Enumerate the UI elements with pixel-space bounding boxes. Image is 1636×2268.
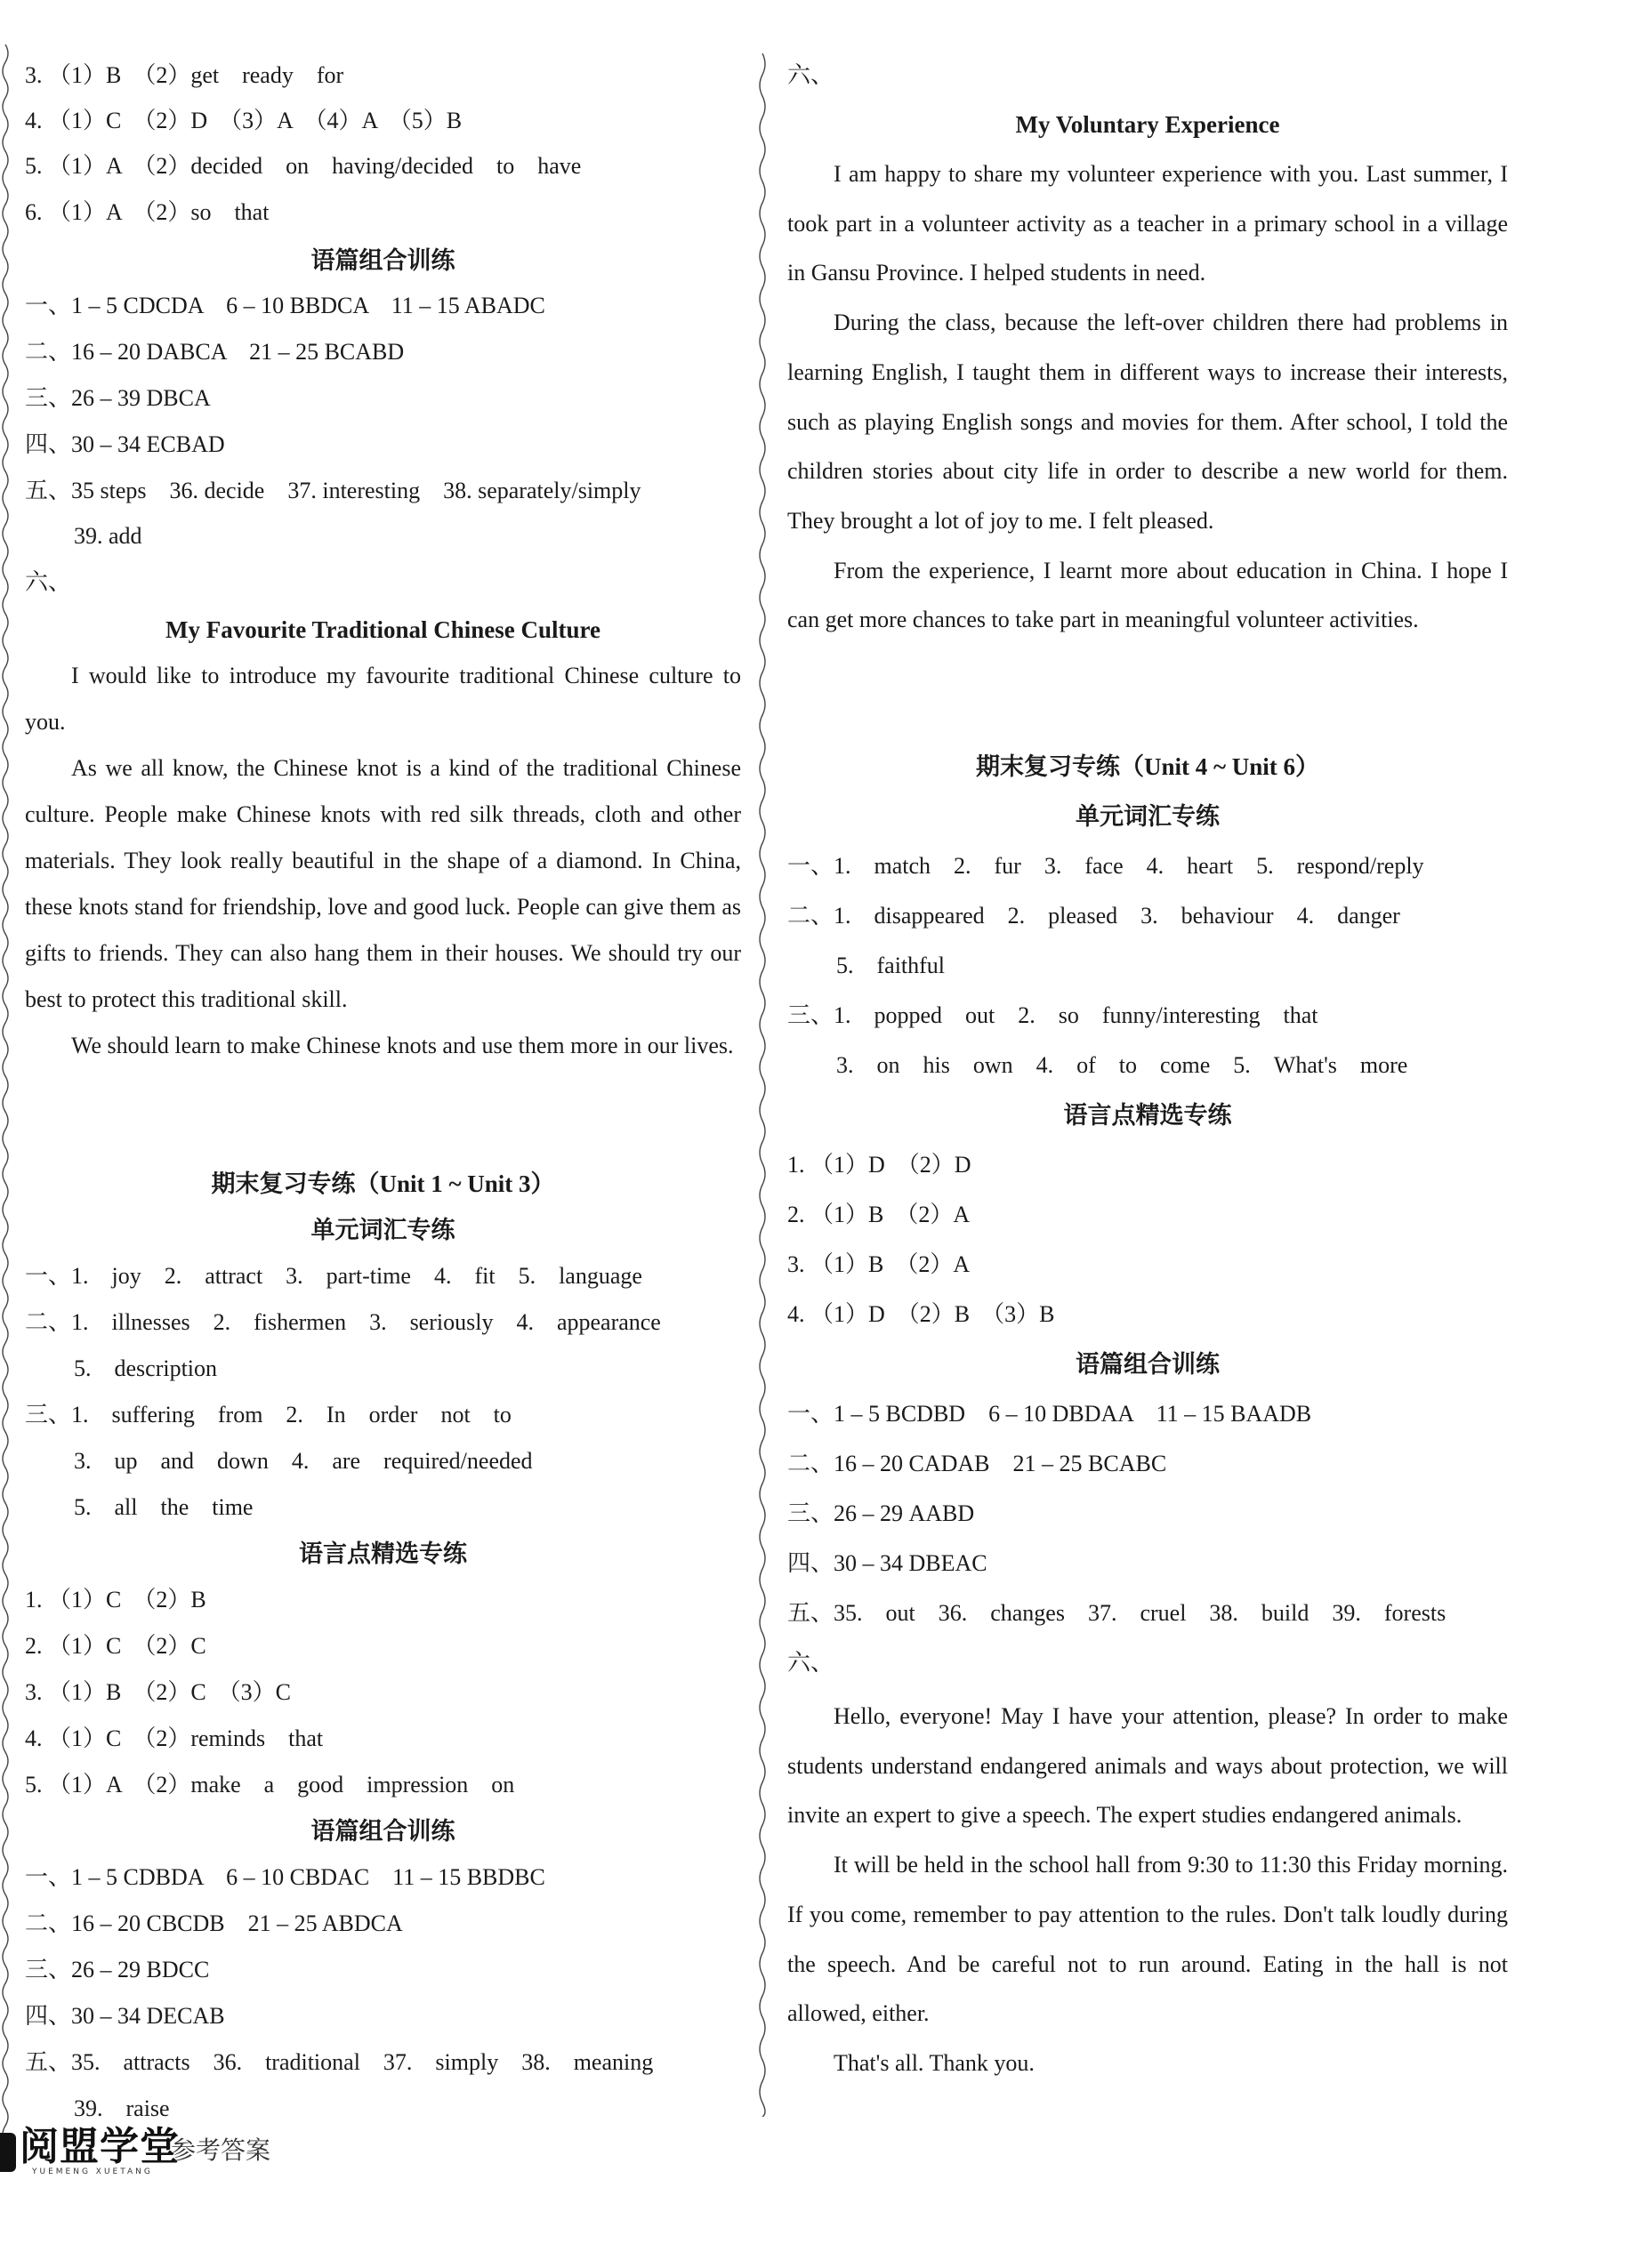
answer-line: 4. （1）C （2）reminds that bbox=[25, 1725, 324, 1751]
essay-title: My Favourite Traditional Chinese Culture bbox=[165, 616, 600, 643]
speech-paragraph: It will be held in the school hall from 9:30 to 11:30 this Friday morning. If you come, remember to pay attention to the rules. Don't talk loudly during the speech. And be careful not to run around. Eating in the hall is not allowed, either. bbox=[787, 1852, 1508, 2027]
answer-line: 一、1. match 2. fur 3. face 4. heart 5. respond/reply bbox=[787, 853, 1424, 879]
section-number: 六、 bbox=[25, 569, 72, 595]
answer-line: 5. faithful bbox=[836, 953, 946, 978]
essay-title: My Voluntary Experience bbox=[1015, 111, 1280, 138]
answer-line: 39. add bbox=[74, 523, 142, 549]
answer-line: 一、1 – 5 BCDBD 6 – 10 DBDAA 11 – 15 BAADB bbox=[787, 1401, 1312, 1427]
review-heading: 期末复习专练（Unit 1 ~ Unit 3） bbox=[211, 1170, 555, 1197]
answer-line: 三、1. suffering from 2. In order not to bbox=[25, 1402, 512, 1428]
answer-line: 5. description bbox=[74, 1355, 218, 1381]
answer-line: 二、1. disappeared 2. pleased 3. behaviour 4. danger bbox=[787, 903, 1400, 929]
column-divider bbox=[754, 53, 770, 2117]
speech-paragraph: That's all. Thank you. bbox=[834, 2049, 1035, 2076]
essay-paragraph: I would like to introduce my favourite traditional Chinese culture to you. bbox=[25, 663, 741, 735]
section-number: 六、 bbox=[787, 1650, 834, 1676]
left-wavy-border bbox=[0, 44, 11, 2161]
answer-line: 二、16 – 20 CADAB 21 – 25 BCABC bbox=[787, 1451, 1167, 1476]
essay-paragraph: I am happy to share my volunteer experience with you. Last summer, I took part in a volunteer activity as a teacher in a primary school in a village in Gansu Province. I helped students in need. bbox=[787, 161, 1508, 286]
section-heading: 单元词汇专练 bbox=[310, 1217, 455, 1243]
answer-line: 二、16 – 20 CBCDB 21 – 25 ABDCA bbox=[25, 1910, 403, 1936]
essay-body bbox=[25, 653, 741, 1069]
answer-line: 五、35 steps 36. decide 37. interesting 38. separately/simply bbox=[25, 478, 641, 503]
answer-line: 5. all the time bbox=[74, 1494, 254, 1520]
answer-line: 三、26 – 29 AABD bbox=[787, 1500, 975, 1526]
section-heading: 单元词汇专练 bbox=[1076, 803, 1220, 830]
answer-line: 4. （1）D （2）B （3）B bbox=[787, 1301, 1055, 1327]
answer-line: 6. （1）A （2）so that bbox=[25, 199, 270, 225]
essay-body bbox=[787, 149, 1508, 645]
answer-line: 一、1 – 5 CDBDA 6 – 10 CBDAC 11 – 15 BBDBC bbox=[25, 1864, 545, 1890]
footer-subtitle: 参考答案 bbox=[171, 2137, 271, 2165]
essay-paragraph: We should learn to make Chinese knots and use them more in our lives. bbox=[71, 1033, 734, 1058]
essay-paragraph: During the class, because the left-over children there had problems in learning English, I taught them in different ways to increase their interests, such as playing English songs and movies for them. After school, I told the children stories about city life in order to describe a new world for them. They brought a lot of joy to me. I felt pleased. bbox=[787, 310, 1508, 534]
section-heading: 语言点精选专练 bbox=[1063, 1102, 1232, 1129]
section-number: 六、 bbox=[787, 62, 834, 88]
essay-paragraph: As we all know, the Chinese knot is a kind of the traditional Chinese culture. People make Chinese knots with red silk threads, cloth and other materials. They look really beautiful in the shape of a diamond. In China, these knots stand for friendship, love and good luck. People can give them as gifts to friends. They can also hang them in their houses. We should try our best to protect this traditional skill. bbox=[25, 755, 741, 1012]
section-heading: 语篇组合训练 bbox=[310, 1818, 455, 1845]
answer-line: 3. （1）B （2）C （3）C bbox=[25, 1679, 292, 1705]
answer-line: 5. （1）A （2）make a good impression on bbox=[25, 1772, 515, 1798]
answer-line: 3. （1）B （2）get ready for bbox=[25, 62, 344, 88]
answer-line: 二、1. illnesses 2. fishermen 3. seriously 4. appearance bbox=[25, 1309, 661, 1335]
answer-line: 四、30 – 34 DBEAC bbox=[787, 1550, 987, 1576]
section-heading: 语篇组合训练 bbox=[310, 247, 455, 274]
answer-line: 四、30 – 34 ECBAD bbox=[25, 431, 225, 457]
section-heading: 语言点精选专练 bbox=[299, 1540, 467, 1567]
answer-line: 一、1 – 5 CDCDA 6 – 10 BBDCA 11 – 15 ABADC bbox=[25, 293, 545, 318]
answer-line: 1. （1）D （2）D bbox=[787, 1152, 971, 1178]
answer-line: 三、1. popped out 2. so funny/interesting that bbox=[787, 1002, 1318, 1028]
brand-pinyin: YUEMENG XUETANG bbox=[32, 2167, 153, 2176]
answer-line: 五、35. attracts 36. traditional 37. simply 38. meaning bbox=[25, 2049, 654, 2075]
section-heading: 语篇组合训练 bbox=[1076, 1351, 1220, 1378]
answer-line: 二、16 – 20 DABCA 21 – 25 BCABD bbox=[25, 339, 405, 365]
page-tab-marker bbox=[0, 2133, 16, 2172]
answer-line: 39. raise bbox=[74, 2095, 170, 2121]
speech-paragraph: Hello, everyone! May I have your attention, please? In order to make students understand endangered animals and ways about protection, we will invite an expert to give a speech. The expert studies endangered animals. bbox=[787, 1703, 1508, 1829]
answer-line: 3. （1）B （2）A bbox=[787, 1251, 971, 1277]
answer-line: 三、26 – 39 DBCA bbox=[25, 385, 211, 411]
answer-line: 2. （1）C （2）C bbox=[25, 1633, 206, 1659]
brand-logo: 阅盟学堂 bbox=[20, 2124, 180, 2169]
answer-line: 三、26 – 29 BDCC bbox=[25, 1957, 210, 1982]
answer-line: 5. （1）A （2）decided on having/decided to have bbox=[25, 153, 582, 179]
answer-line: 一、1. joy 2. attract 3. part-time 4. fit 5. language bbox=[25, 1263, 642, 1289]
speech-body bbox=[787, 1692, 1508, 2088]
answer-line: 五、35. out 36. changes 37. cruel 38. build 39. forests bbox=[787, 1600, 1447, 1626]
answer-line: 3. up and down 4. are required/needed bbox=[74, 1448, 533, 1474]
answer-line: 1. （1）C （2）B bbox=[25, 1587, 206, 1613]
answer-line: 四、30 – 34 DECAB bbox=[25, 2003, 225, 2029]
answer-line: 4. （1）C （2）D （3）A （4）A （5）B bbox=[25, 108, 463, 133]
answer-line: 2. （1）B （2）A bbox=[787, 1202, 971, 1227]
review-heading: 期末复习专练（Unit 4 ~ Unit 6） bbox=[975, 753, 1320, 780]
essay-paragraph: From the experience, I learnt more about education in China. I hope I can get more chances to take part in meaningful volunteer activities. bbox=[787, 557, 1508, 633]
answer-line: 3. on his own 4. of to come 5. What's more bbox=[836, 1052, 1408, 1078]
